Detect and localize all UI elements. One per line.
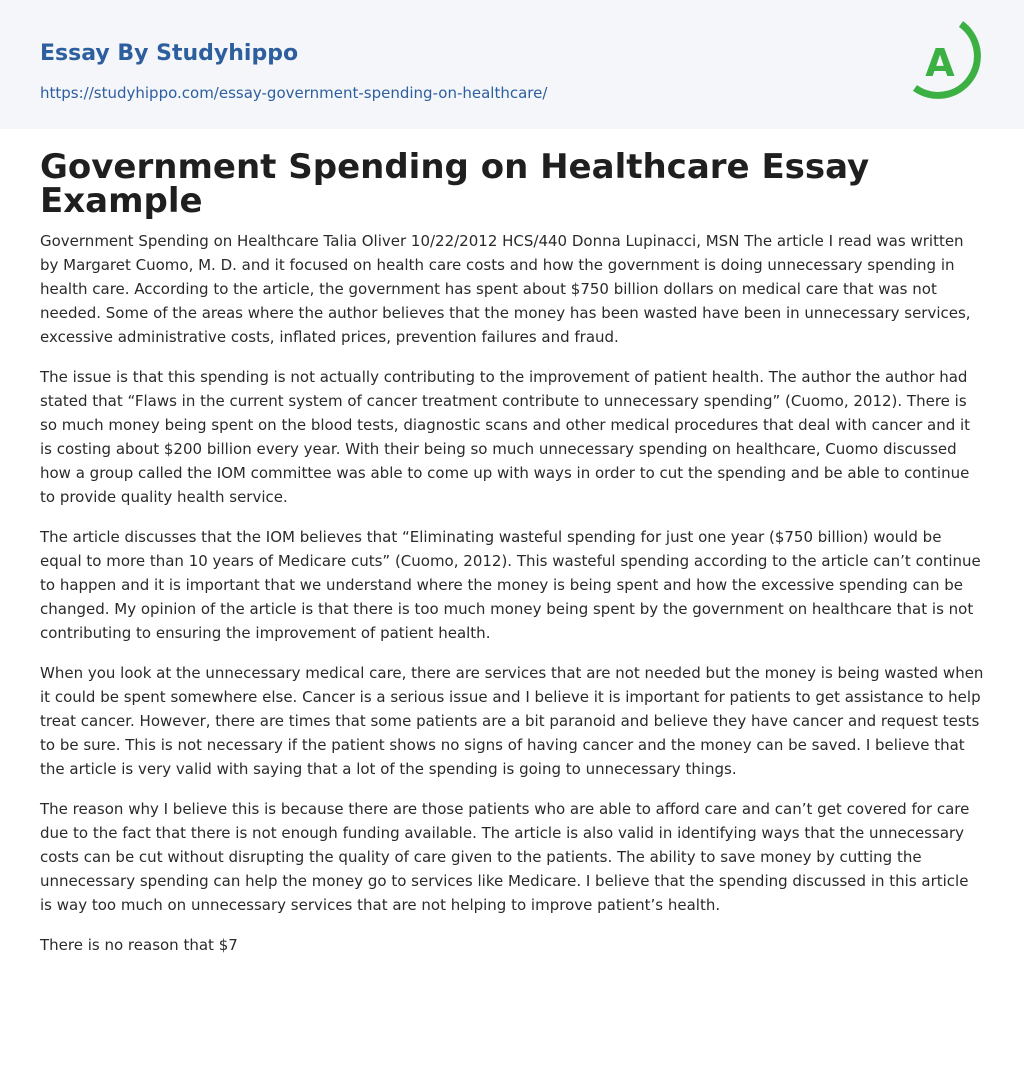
essay-url-link[interactable]: https://studyhippo.com/essay-government-spending-on-healthcare/ [40,84,548,102]
essay-paragraph-6: There is no reason that $7 [40,936,238,954]
logo-letter: A [925,41,955,85]
essay-paragraph-5: The reason why I believe this is because there are those patients who are able to afford care and can’t get covered for care due to the fact that there is not enough funding available. The article is also valid in identifying ways that the unnecessary costs can be cut without disrupting the quality of care given to the patients. The ability to save money by cutting the unnecessary spending can help the money go to services like Medicare. I believe that the spending discussed in this article is way too much on unnecessary services that are not helping to improve patient’s health. [40,800,970,914]
studyhippo-logo-icon[interactable] [913,20,985,104]
page-title: Government Spending on Healthcare Essay Example [40,147,870,221]
site-title[interactable]: Essay By Studyhippo [40,41,299,66]
essay-paragraph-3: The article discusses that the IOM believes that “Eliminating wasteful spending for just one year ($750 billion) would be equal to more than 10 years of Medicare cuts” (Cuomo, 2012). This wasteful spending according to the article can’t continue to happen and it is important that we understand where the money is being spent and how the excessive spending can be changed. My opinion of the article is that there is too much money being spent by the government on healthcare that is not contributing to ensuring the improvement of patient health. [40,528,981,642]
article-content [0,147,1024,957]
essay-paragraph-4: When you look at the unnecessary medical care, there are services that are not needed but the money is being wasted when it could be spent somewhere else. Cancer is a serious issue and I believe it is important for patients to get assistance to help treat cancer. However, there are times that some patients are a bit paranoid and believe they have cancer and request tests to be sure. This is not necessary if the patient shows no signs of having cancer and the money can be saved. I believe that the article is very valid with saying that a lot of the spending is going to unnecessary things. [40,664,984,778]
essay-paragraph-2: The issue is that this spending is not actually contributing to the improvement of patient health. The author the author had stated that “Flaws in the current system of cancer treatment contribute to unnecessary spending” (Cuomo, 2012). There is so much money being spent on the blood tests, diagnostic scans and other medical procedures that deal with cancer and it is costing about $200 billion every year. With their being so much unnecessary spending on healthcare, Cuomo discussed how a group called the IOM committee was able to come up with ways in order to cut the spending and be able to continue to provide quality health service. [40,368,971,506]
site-header [0,0,1024,129]
essay-paragraph-1: Government Spending on Healthcare Talia Oliver 10/22/2012 HCS/440 Donna Lupinacci, MSN The article I read was written by Margaret Cuomo, M. D. and it focused on health care costs and how the government is doing unnecessary spending in health care. According to the article, the government has spent about $750 billion dollars on medical care that was not needed. Some of the areas where the author believes that the money has been wasted have been in unnecessary services, excessive administrative costs, inflated prices, prevention failures and fraud. [40,232,971,346]
